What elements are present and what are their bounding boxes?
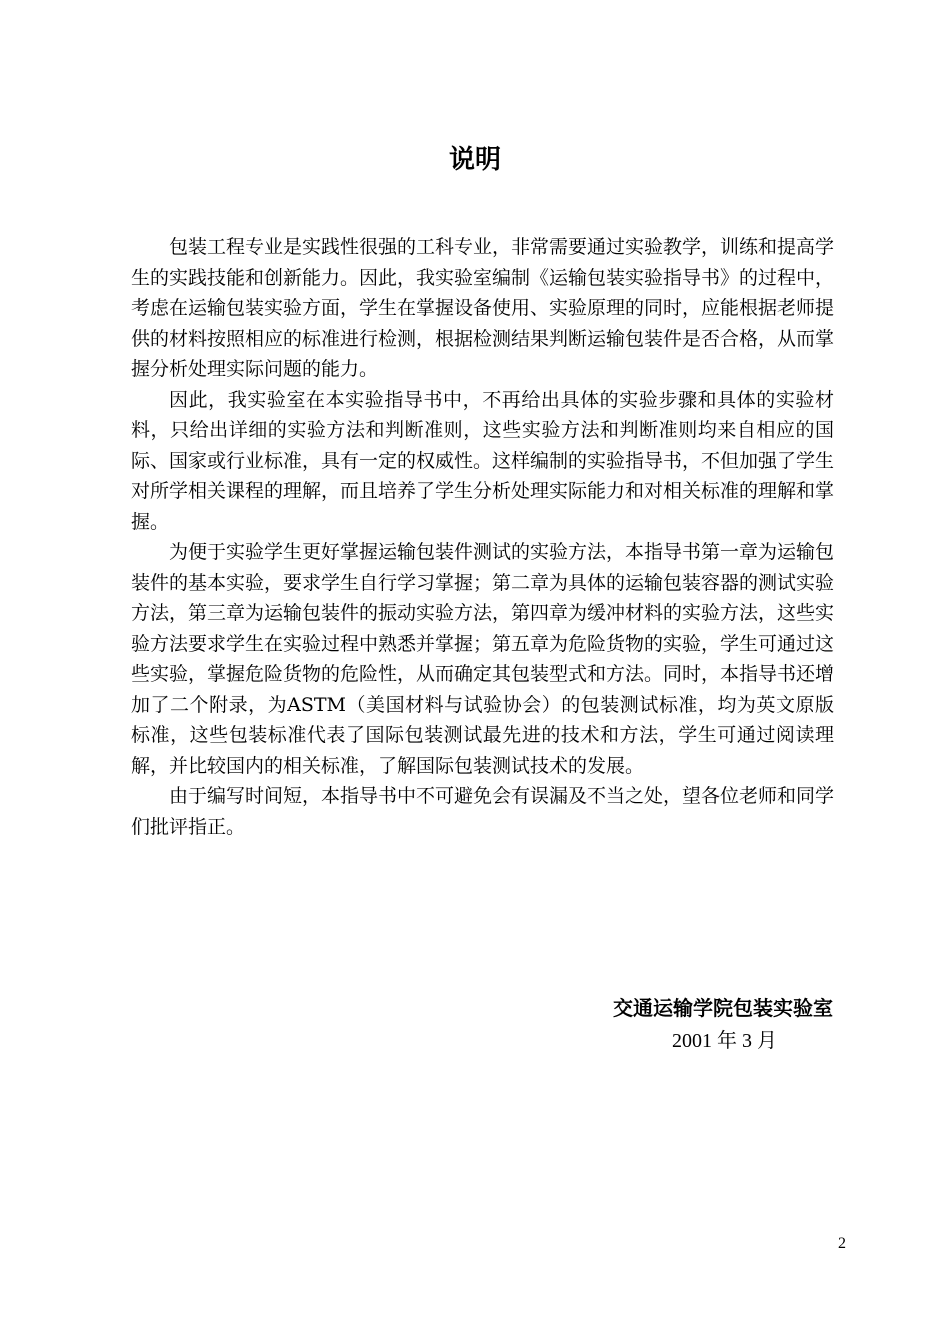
page-number: 2: [838, 1235, 846, 1252]
signature-block: [613, 992, 833, 1058]
page-title: 说明: [448, 145, 501, 175]
paragraph: 因此，我实验室在本实验指导书中，不再给出具体的实验步骤和具体的实验材料，只给出详细的实验方法和判断准则，这些实验方法和判断准则均来自相应的国际、国家或行业标准，具有一定的权威性。这样编制的实验指导书，不但加强了学生对所学相关课程的理解，而且培养了学生分析处理实际能力和对相关标准的理解和掌握。: [131, 388, 835, 533]
paragraph: 包装工程专业是实践性很强的工科专业，非常需要通过实验教学，训练和提高学生的实践技能和创新能力。因此，我实验室编制《运输包装实验指导书》的过程中，考虑在运输包装实验方面，学生在掌握设备使用、实验原理的同时，应能根据老师提供的材料按照相应的标准进行检测，根据检测结果判断运输包装件是否合格，从而掌握分析处理实际问题的能力。: [131, 236, 835, 380]
signature-date: 2001 年 3 月: [672, 1030, 777, 1052]
paragraph: 为便于实验学生更好掌握运输包装件测试的实验方法，本指导书第一章为运输包装件的基本实验，要求学生自行学习掌握；第二章为具体的运输包装容器的测试实验方法，第三章为运输包装件的振动实验方法，第四章为缓冲材料的实验方法，这些实验方法要求学生在实验过程中熟悉并掌握；第五章为危险货物的实验，学生可通过这些实验，掌握危险货物的危险性，从而确定其包装型式和方法。同时，本指导书还增加了二个附录，为ASTM（美国材料与试验协会）的包装测试标准，均为英文原版标准，这些包装标准代表了国际包装测试最先进的技术和方法，学生可通过阅读理解，并比较国内的相关标准，了解国际包装测试技术的发展。: [131, 541, 835, 777]
body-text: [131, 232, 834, 842]
paragraph: 由于编写时间短，本指导书中不可避免会有误漏及不当之处，望各位老师和同学们批评指正。: [131, 785, 835, 838]
signature-organization: 交通运输学院包装实验室: [613, 996, 833, 1020]
